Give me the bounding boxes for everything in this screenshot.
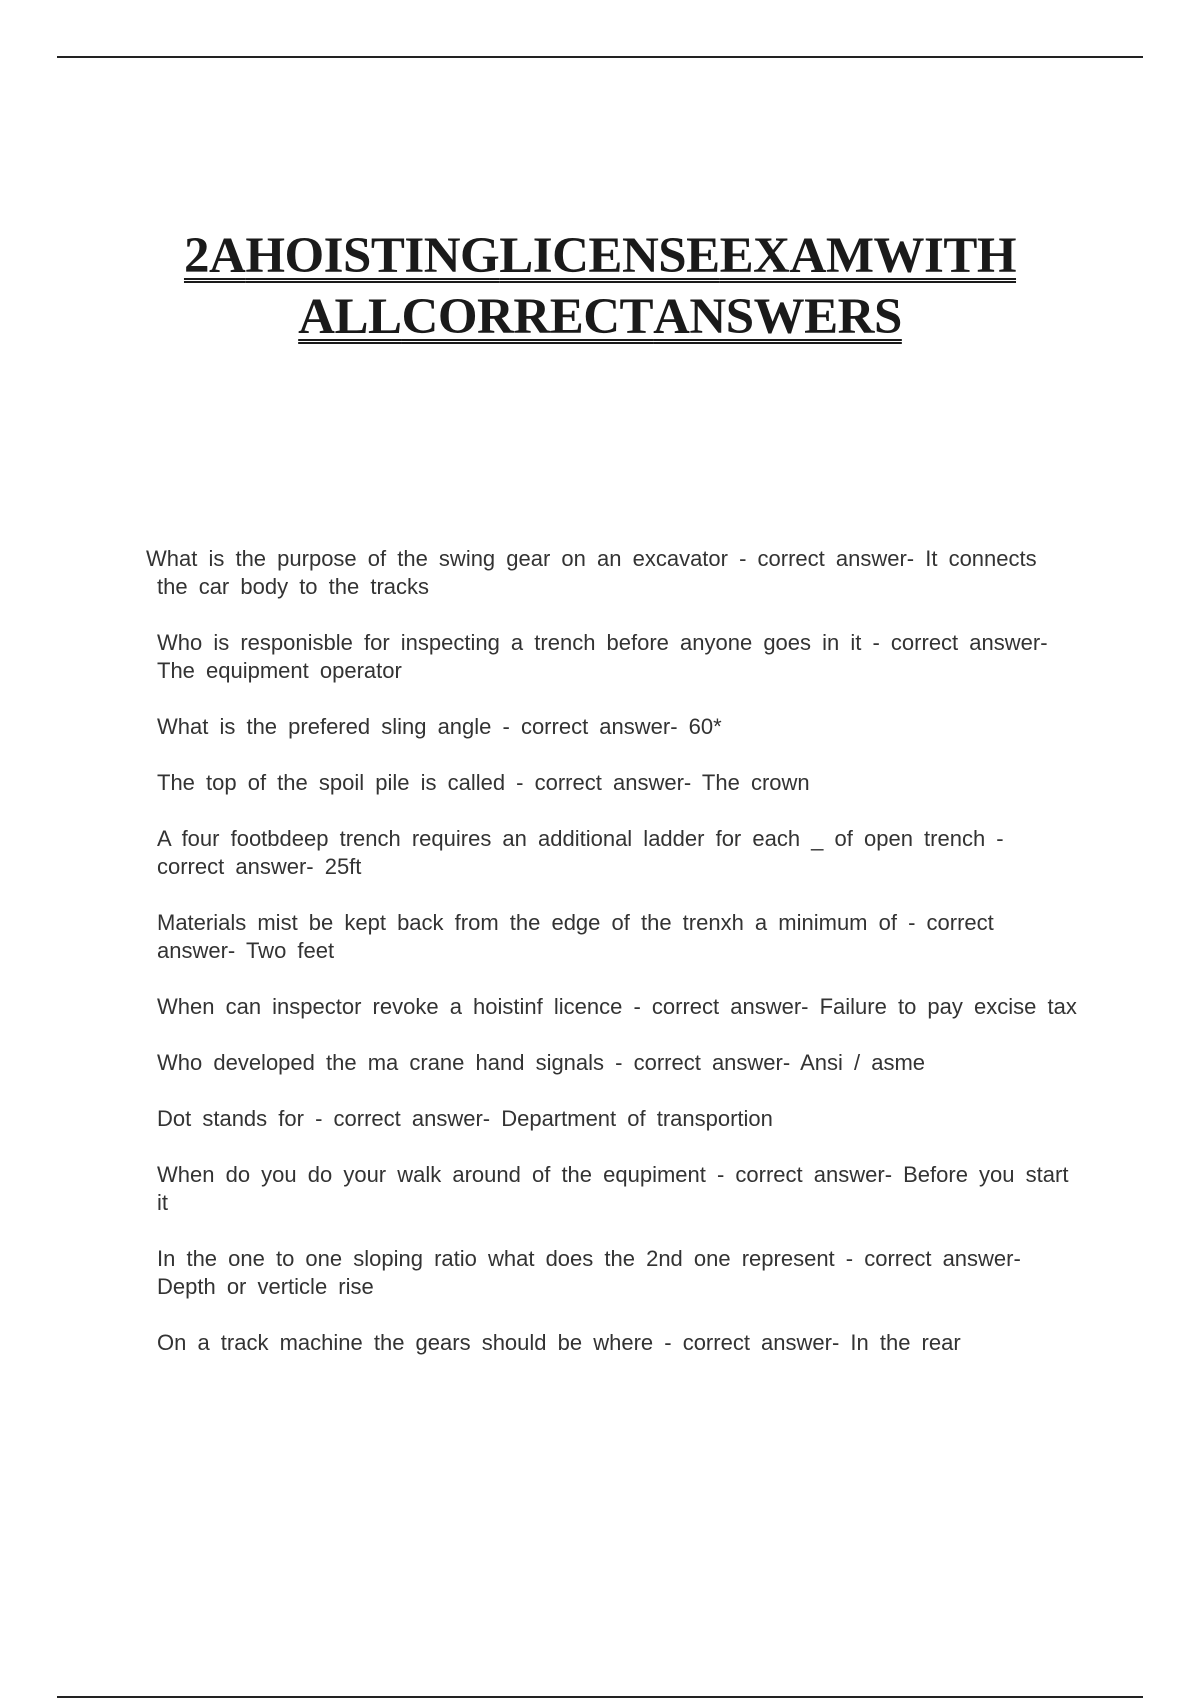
bottom-rule xyxy=(57,1696,1143,1698)
qa-item: On a track machine the gears should be where - correct answer- In the rear xyxy=(157,1330,961,1355)
question-answer-list xyxy=(146,545,1077,1385)
qa-item: Who is responisble for inspecting a trench before anyone goes in it - correct answer- The equipment operator xyxy=(157,630,1048,683)
qa-item: Who developed the ma crane hand signals - correct answer- Ansi / asme xyxy=(157,1050,926,1075)
title-word: EXAM xyxy=(719,228,874,284)
qa-item: Materials mist be kept back from the edge of the trenxh a minimum of - correct answer- Two feet xyxy=(157,910,994,963)
title-word: 2A xyxy=(183,228,246,284)
title-word: WITH xyxy=(873,228,1017,284)
title-word: CORRECT xyxy=(401,289,654,345)
qa-item: Dot stands for - correct answer- Department of transportion xyxy=(157,1106,773,1131)
qa-item: What is the prefered sling angle - correct answer- 60* xyxy=(157,714,722,739)
qa-item: When can inspector revoke a hoistinf licence - correct answer- Failure to pay excise tax xyxy=(157,994,1077,1019)
title-word: ANSWERS xyxy=(653,289,902,345)
document-title xyxy=(100,226,1100,348)
title-line-1 xyxy=(100,226,1100,287)
qa-item: In the one to one sloping ratio what does the 2nd one represent - correct answer- Depth or verticle rise xyxy=(157,1246,1021,1299)
title-line-2 xyxy=(100,287,1100,348)
qa-item: What is the purpose of the swing gear on an excavator - correct answer- It connects the car body to the tracks xyxy=(146,546,1037,599)
title-word: LICENSE xyxy=(499,228,720,284)
qa-item: When do you do your walk around of the equpiment - correct answer- Before you start it xyxy=(157,1162,1069,1215)
qa-item: The top of the spoil pile is called - correct answer- The crown xyxy=(157,770,810,795)
title-word: ALL xyxy=(298,289,402,345)
top-rule xyxy=(57,56,1143,58)
qa-item: A four footbdeep trench requires an additional ladder for each _ of open trench - correct answer- 25ft xyxy=(157,826,1004,879)
title-word: HOISTING xyxy=(245,228,500,284)
